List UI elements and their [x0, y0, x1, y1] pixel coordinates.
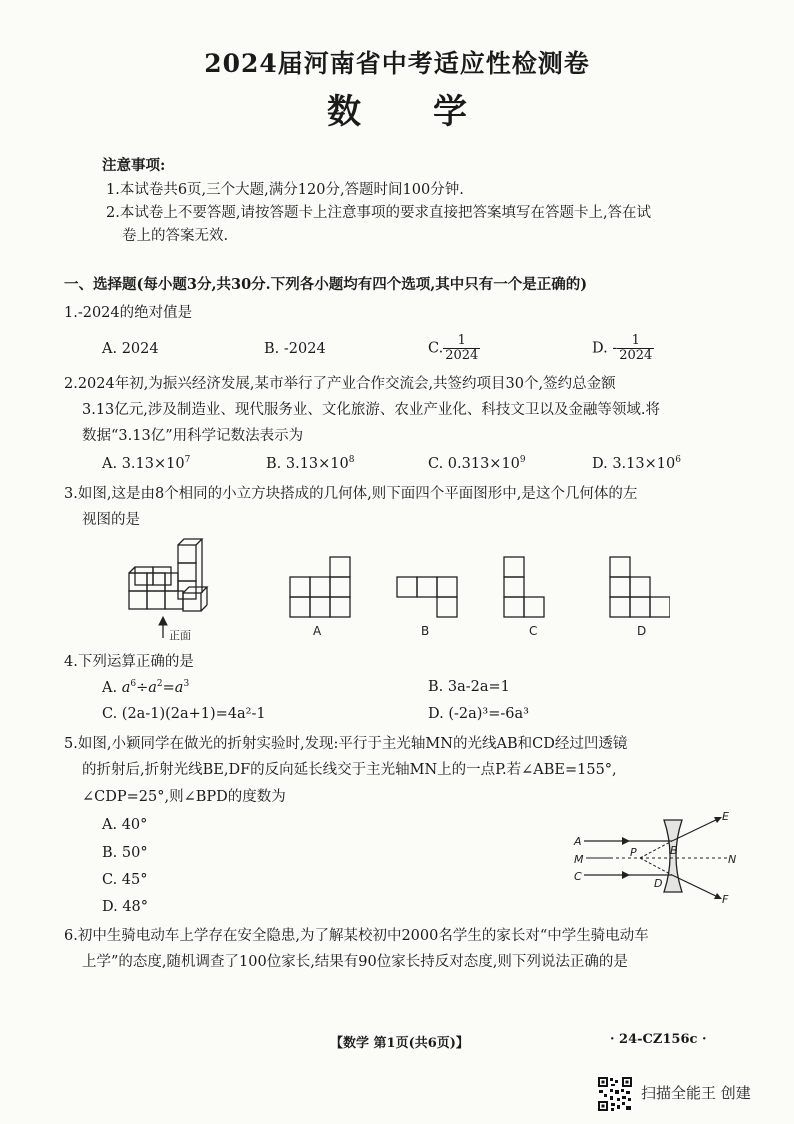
q5-line-2: 的折射后,折射光线BE,DF的反向延长线交于主光轴MN上的一点P.若∠ABE=155°, — [82, 762, 617, 778]
footer-code: · 24-CZ156c · — [610, 1032, 707, 1047]
q1-stem: 1.-2024的绝对值是 — [64, 305, 193, 321]
q5-option-c: C. 45° — [102, 872, 148, 888]
subject-title: 数学 — [327, 92, 539, 132]
watermark-text: 扫描全能王 创建 — [641, 1084, 751, 1102]
q3-figure — [110, 535, 670, 645]
qr-code-icon — [597, 1076, 633, 1112]
q6-line-2: 上学”的态度,随机调查了100位家长,结果有90位家长持反对态度,则下列说法正确的是 — [82, 954, 628, 970]
q4-option-c: C. (2a-1)(2a+1)=4a²-1 — [102, 706, 266, 722]
label-c: C — [574, 870, 582, 883]
option-c-label: C — [529, 624, 538, 638]
option-b-figure — [397, 577, 457, 617]
q2-option-c: C. $0.313\times 10^9$ — [428, 455, 526, 472]
q1-option-b: B. -2024 — [264, 341, 326, 357]
notes-heading: 注意事项: — [102, 157, 166, 174]
label-n: N — [728, 853, 737, 866]
q3-line-2: 视图的是 — [82, 512, 140, 528]
footer-page-info: 【数学 第1页(共6页)】 — [330, 1036, 469, 1051]
q2-line-1: 2.2024年初,为振兴经济发展,某市举行了产业合作交流会,共签约项目30个,签约总金额 — [64, 376, 616, 392]
q2-line-2: 3.13亿元,涉及制造业、现代服务业、文化旅游、农业产业化、科技文卫以及金融等领域.将 — [82, 402, 660, 418]
q4-stem: 4.下列运算正确的是 — [64, 654, 194, 670]
notes-item-1: 1.本试卷共6页,三个大题,满分120分,答题时间100分钟. — [106, 182, 464, 198]
q4-option-b: B. 3a-2a=1 — [428, 679, 510, 695]
section-heading: 一、选择题(每小题3分,共30分.下列各小题均有四个选项,其中只有一个是正确的) — [64, 276, 588, 293]
q3-line-1: 3.如图,这是由8个相同的小立方块搭成的几何体,则下面四个平面图形中,是这个几何体的左 — [64, 486, 638, 502]
label-d: D — [654, 877, 663, 890]
q4-option-d: D. (-2a)³=-6a³ — [428, 706, 529, 722]
lens-figure — [572, 808, 744, 906]
q6-line-1: 6.初中生骑电动车上学存在安全隐患,为了解某校初中2000名学生的家长对“中学生骑电动车 — [64, 928, 649, 944]
option-d-label: D — [637, 624, 647, 638]
q2-option-a: A. $3.13\times 10^7$ — [102, 455, 191, 472]
q1-option-d: D. - $\frac{1}{2024}$ — [592, 333, 653, 363]
q5-line-1: 5.如图,小颖同学在做光的折射实验时,发现:平行于主光轴MN的光线AB和CD经过凹透镜 — [64, 736, 628, 752]
q2-line-3: 数据“3.13亿”用科学记数法表示为 — [82, 428, 304, 444]
exam-title: 2024届河南省中考适应性检测卷 — [204, 49, 590, 78]
label-a: A — [574, 835, 582, 848]
label-m: M — [574, 853, 584, 866]
label-f: F — [722, 893, 729, 906]
q1-option-c: C. $\frac{1}{2024}$ — [428, 333, 479, 363]
q2-option-d: D. $3.13\times 10^6$ — [592, 455, 681, 472]
front-arrow — [159, 617, 167, 638]
q1-option-a: A. 2024 — [102, 341, 159, 357]
q4-option-a: A. $a^6\div a^2=a^3$ — [102, 679, 190, 696]
q5-option-b: B. 50° — [102, 845, 148, 861]
notes-item-3: 卷上的答案无效. — [122, 228, 229, 244]
solid-cubes-figure — [129, 539, 207, 611]
notes-item-2: 2.本试卷上不要答题,请按答题卡上注意事项的要求直接把答案填写在答题卡上,答在试 — [106, 205, 652, 221]
option-b-label: B — [421, 624, 430, 638]
option-c-figure — [504, 557, 544, 617]
label-p: P — [630, 846, 637, 859]
q5-option-a: A. 40° — [102, 817, 148, 833]
option-a-figure — [290, 557, 350, 617]
q2-option-b: B. $3.13\times 10^8$ — [266, 455, 355, 472]
option-a-label: A — [313, 624, 322, 638]
front-label: 正面 — [169, 629, 191, 642]
q5-option-d: D. 48° — [102, 899, 149, 915]
q5-line-3: ∠CDP=25°,则∠BPD的度数为 — [82, 789, 286, 805]
label-e: E — [722, 810, 729, 823]
option-d-figure — [610, 557, 670, 617]
label-b: B — [670, 844, 678, 857]
